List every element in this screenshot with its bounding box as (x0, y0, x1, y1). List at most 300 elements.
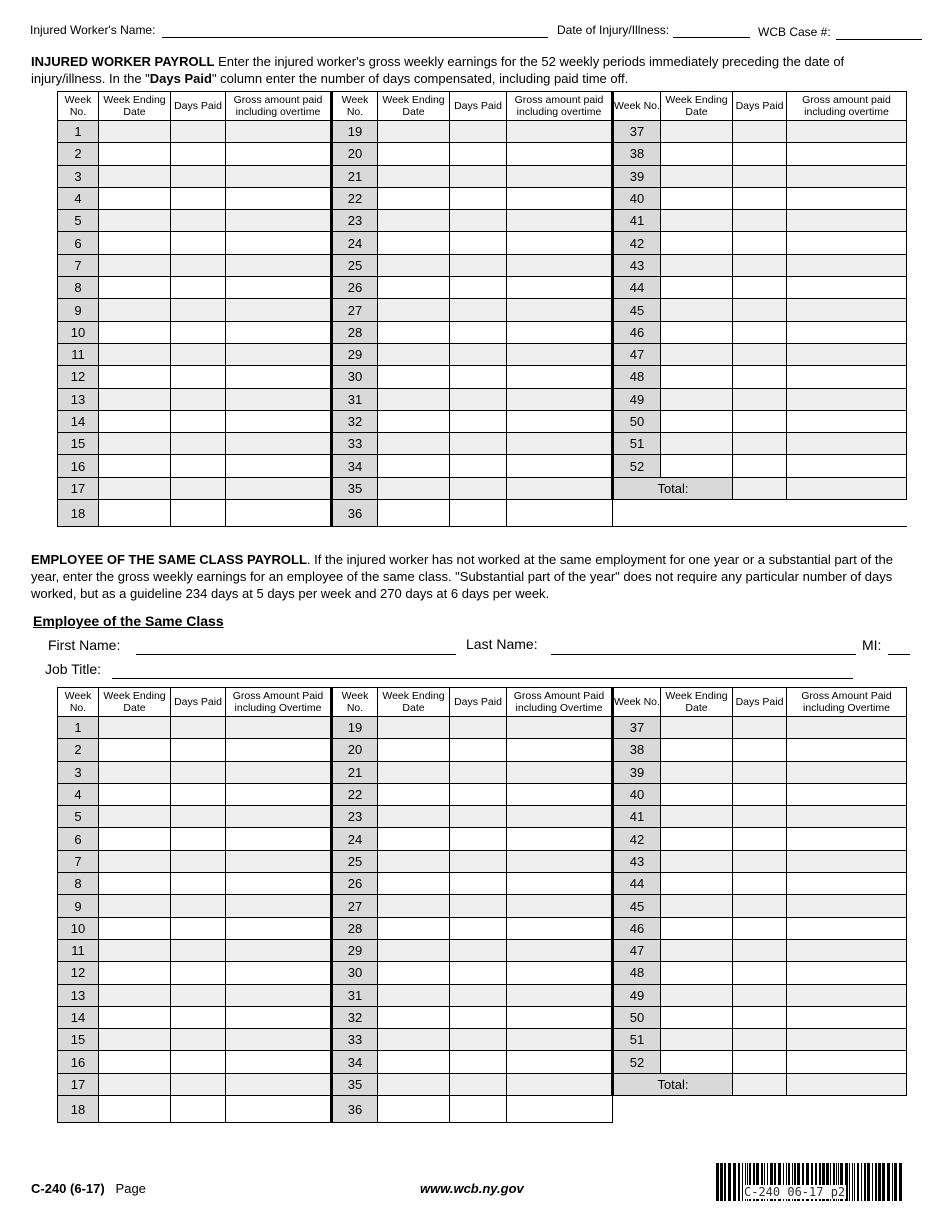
s1-gross-amount-cell[interactable] (507, 232, 613, 254)
s1-days-paid-cell[interactable] (733, 366, 787, 388)
s1-week-ending-date-cell[interactable] (661, 388, 733, 410)
s2-week-ending-date-cell[interactable] (661, 1006, 733, 1028)
s2-gross-amount-cell[interactable] (507, 828, 613, 850)
s1-week-ending-date-cell[interactable] (99, 210, 171, 232)
s1-week-ending-date-cell[interactable] (378, 277, 450, 299)
s2-week-ending-date-cell[interactable] (378, 806, 450, 828)
s1-days-paid-cell[interactable] (450, 366, 507, 388)
s2-week-ending-date-cell[interactable] (378, 1051, 450, 1073)
s1-days-paid-cell[interactable] (733, 343, 787, 365)
s2-gross-amount-cell[interactable] (507, 717, 613, 739)
s1-gross-amount-cell[interactable] (787, 254, 907, 276)
s1-gross-amount-cell[interactable] (787, 433, 907, 455)
s1-week-ending-date-cell[interactable] (99, 477, 171, 499)
s2-days-paid-cell[interactable] (733, 895, 787, 917)
s1-week-ending-date-cell[interactable] (99, 121, 171, 143)
s2-week-ending-date-cell[interactable] (99, 761, 171, 783)
s2-days-paid-cell[interactable] (171, 761, 226, 783)
s1-gross-amount-cell[interactable] (226, 500, 332, 527)
s1-week-ending-date-cell[interactable] (378, 500, 450, 527)
s1-gross-amount-cell[interactable] (507, 388, 613, 410)
s1-week-ending-date-cell[interactable] (378, 343, 450, 365)
s2-days-paid-cell[interactable] (450, 761, 507, 783)
s2-total-cell[interactable] (787, 1073, 907, 1095)
s2-week-ending-date-cell[interactable] (99, 739, 171, 761)
s2-gross-amount-cell[interactable] (507, 761, 613, 783)
s2-days-paid-cell[interactable] (450, 895, 507, 917)
s2-gross-amount-cell[interactable] (787, 917, 907, 939)
s2-days-paid-cell[interactable] (450, 1051, 507, 1073)
s1-days-paid-cell[interactable] (733, 433, 787, 455)
s2-gross-amount-cell[interactable] (226, 939, 332, 961)
s2-week-ending-date-cell[interactable] (661, 1029, 733, 1051)
s2-total-cell[interactable] (733, 1073, 787, 1095)
s1-gross-amount-cell[interactable] (787, 366, 907, 388)
s2-week-ending-date-cell[interactable] (378, 850, 450, 872)
s1-week-ending-date-cell[interactable] (378, 477, 450, 499)
s2-gross-amount-cell[interactable] (507, 917, 613, 939)
s1-gross-amount-cell[interactable] (787, 165, 907, 187)
s1-days-paid-cell[interactable] (450, 455, 507, 477)
s1-days-paid-cell[interactable] (450, 254, 507, 276)
s1-gross-amount-cell[interactable] (787, 343, 907, 365)
s1-gross-amount-cell[interactable] (787, 143, 907, 165)
s1-days-paid-cell[interactable] (450, 343, 507, 365)
s1-days-paid-cell[interactable] (450, 433, 507, 455)
s1-days-paid-cell[interactable] (450, 299, 507, 321)
last-name-field[interactable] (551, 654, 856, 655)
s1-days-paid-cell[interactable] (450, 477, 507, 499)
s1-gross-amount-cell[interactable] (507, 477, 613, 499)
s1-days-paid-cell[interactable] (171, 388, 226, 410)
s2-week-ending-date-cell[interactable] (378, 717, 450, 739)
s1-gross-amount-cell[interactable] (226, 366, 332, 388)
s1-days-paid-cell[interactable] (733, 210, 787, 232)
s1-days-paid-cell[interactable] (733, 254, 787, 276)
s1-days-paid-cell[interactable] (171, 165, 226, 187)
s2-days-paid-cell[interactable] (171, 1029, 226, 1051)
s2-week-ending-date-cell[interactable] (378, 895, 450, 917)
s2-days-paid-cell[interactable] (171, 1073, 226, 1095)
s1-days-paid-cell[interactable] (450, 210, 507, 232)
s2-gross-amount-cell[interactable] (507, 939, 613, 961)
s1-days-paid-cell[interactable] (733, 121, 787, 143)
s1-week-ending-date-cell[interactable] (661, 165, 733, 187)
s1-days-paid-cell[interactable] (171, 254, 226, 276)
s1-gross-amount-cell[interactable] (507, 187, 613, 209)
s2-days-paid-cell[interactable] (171, 806, 226, 828)
s2-week-ending-date-cell[interactable] (378, 1096, 450, 1123)
s1-days-paid-cell[interactable] (733, 277, 787, 299)
s1-week-ending-date-cell[interactable] (378, 410, 450, 432)
s1-week-ending-date-cell[interactable] (378, 299, 450, 321)
s1-days-paid-cell[interactable] (733, 165, 787, 187)
s2-gross-amount-cell[interactable] (787, 895, 907, 917)
s2-days-paid-cell[interactable] (171, 828, 226, 850)
s2-week-ending-date-cell[interactable] (661, 806, 733, 828)
s2-gross-amount-cell[interactable] (787, 962, 907, 984)
s1-gross-amount-cell[interactable] (507, 143, 613, 165)
s2-week-ending-date-cell[interactable] (661, 1051, 733, 1073)
s2-gross-amount-cell[interactable] (507, 962, 613, 984)
s2-gross-amount-cell[interactable] (507, 806, 613, 828)
s1-week-ending-date-cell[interactable] (661, 299, 733, 321)
s2-week-ending-date-cell[interactable] (378, 873, 450, 895)
s1-week-ending-date-cell[interactable] (661, 254, 733, 276)
s2-days-paid-cell[interactable] (450, 1096, 507, 1123)
s1-days-paid-cell[interactable] (450, 388, 507, 410)
s1-days-paid-cell[interactable] (171, 500, 226, 527)
s1-week-ending-date-cell[interactable] (378, 455, 450, 477)
s2-gross-amount-cell[interactable] (507, 1029, 613, 1051)
s1-gross-amount-cell[interactable] (226, 165, 332, 187)
s1-days-paid-cell[interactable] (733, 187, 787, 209)
s1-days-paid-cell[interactable] (450, 410, 507, 432)
s1-week-ending-date-cell[interactable] (99, 366, 171, 388)
s2-gross-amount-cell[interactable] (226, 873, 332, 895)
s2-week-ending-date-cell[interactable] (99, 1006, 171, 1028)
s2-days-paid-cell[interactable] (171, 984, 226, 1006)
s1-week-ending-date-cell[interactable] (661, 210, 733, 232)
s1-gross-amount-cell[interactable] (507, 321, 613, 343)
s2-week-ending-date-cell[interactable] (378, 1073, 450, 1095)
s2-gross-amount-cell[interactable] (226, 850, 332, 872)
s2-days-paid-cell[interactable] (450, 783, 507, 805)
s2-week-ending-date-cell[interactable] (661, 939, 733, 961)
s2-gross-amount-cell[interactable] (226, 984, 332, 1006)
s1-days-paid-cell[interactable] (733, 388, 787, 410)
s2-gross-amount-cell[interactable] (507, 895, 613, 917)
s1-days-paid-cell[interactable] (171, 232, 226, 254)
s2-week-ending-date-cell[interactable] (99, 783, 171, 805)
s1-gross-amount-cell[interactable] (226, 143, 332, 165)
s2-week-ending-date-cell[interactable] (378, 917, 450, 939)
s1-days-paid-cell[interactable] (171, 455, 226, 477)
s1-gross-amount-cell[interactable] (787, 321, 907, 343)
s2-gross-amount-cell[interactable] (226, 761, 332, 783)
s2-days-paid-cell[interactable] (733, 739, 787, 761)
s1-gross-amount-cell[interactable] (787, 210, 907, 232)
s1-gross-amount-cell[interactable] (787, 455, 907, 477)
s1-gross-amount-cell[interactable] (507, 455, 613, 477)
s1-days-paid-cell[interactable] (450, 165, 507, 187)
s1-week-ending-date-cell[interactable] (661, 343, 733, 365)
s2-days-paid-cell[interactable] (733, 783, 787, 805)
s2-week-ending-date-cell[interactable] (378, 1029, 450, 1051)
date-of-injury-field[interactable] (673, 37, 750, 38)
s1-days-paid-cell[interactable] (733, 143, 787, 165)
s1-days-paid-cell[interactable] (733, 299, 787, 321)
s2-days-paid-cell[interactable] (733, 1029, 787, 1051)
s1-week-ending-date-cell[interactable] (661, 433, 733, 455)
s2-gross-amount-cell[interactable] (226, 1051, 332, 1073)
s2-days-paid-cell[interactable] (171, 917, 226, 939)
s1-gross-amount-cell[interactable] (226, 232, 332, 254)
s2-week-ending-date-cell[interactable] (99, 1096, 171, 1123)
s2-week-ending-date-cell[interactable] (99, 1029, 171, 1051)
s1-days-paid-cell[interactable] (171, 321, 226, 343)
s2-days-paid-cell[interactable] (450, 1006, 507, 1028)
s2-gross-amount-cell[interactable] (787, 717, 907, 739)
s1-days-paid-cell[interactable] (171, 343, 226, 365)
job-title-field[interactable] (112, 678, 853, 679)
s2-days-paid-cell[interactable] (171, 717, 226, 739)
s2-gross-amount-cell[interactable] (787, 828, 907, 850)
s2-week-ending-date-cell[interactable] (378, 783, 450, 805)
s1-days-paid-cell[interactable] (450, 277, 507, 299)
s1-gross-amount-cell[interactable] (507, 410, 613, 432)
s2-days-paid-cell[interactable] (171, 783, 226, 805)
s2-week-ending-date-cell[interactable] (378, 939, 450, 961)
s2-days-paid-cell[interactable] (733, 828, 787, 850)
s1-week-ending-date-cell[interactable] (99, 165, 171, 187)
s2-week-ending-date-cell[interactable] (99, 895, 171, 917)
s1-week-ending-date-cell[interactable] (378, 210, 450, 232)
s2-week-ending-date-cell[interactable] (661, 984, 733, 1006)
s1-gross-amount-cell[interactable] (226, 210, 332, 232)
s2-week-ending-date-cell[interactable] (99, 962, 171, 984)
s2-week-ending-date-cell[interactable] (661, 761, 733, 783)
s1-gross-amount-cell[interactable] (507, 254, 613, 276)
s2-days-paid-cell[interactable] (450, 917, 507, 939)
s2-days-paid-cell[interactable] (450, 939, 507, 961)
s2-week-ending-date-cell[interactable] (99, 806, 171, 828)
s2-days-paid-cell[interactable] (733, 806, 787, 828)
s1-gross-amount-cell[interactable] (226, 321, 332, 343)
s2-days-paid-cell[interactable] (450, 962, 507, 984)
s1-gross-amount-cell[interactable] (226, 121, 332, 143)
s2-days-paid-cell[interactable] (171, 1006, 226, 1028)
s1-week-ending-date-cell[interactable] (661, 187, 733, 209)
s2-week-ending-date-cell[interactable] (99, 873, 171, 895)
s2-week-ending-date-cell[interactable] (99, 1051, 171, 1073)
s1-week-ending-date-cell[interactable] (378, 366, 450, 388)
s2-week-ending-date-cell[interactable] (99, 828, 171, 850)
s1-total-cell[interactable] (787, 477, 907, 499)
s2-gross-amount-cell[interactable] (787, 1051, 907, 1073)
s2-days-paid-cell[interactable] (450, 806, 507, 828)
s2-days-paid-cell[interactable] (450, 873, 507, 895)
s1-gross-amount-cell[interactable] (787, 299, 907, 321)
s1-week-ending-date-cell[interactable] (99, 321, 171, 343)
s2-week-ending-date-cell[interactable] (661, 962, 733, 984)
s2-days-paid-cell[interactable] (733, 761, 787, 783)
s2-gross-amount-cell[interactable] (787, 939, 907, 961)
first-name-field[interactable] (136, 654, 456, 655)
s2-days-paid-cell[interactable] (733, 962, 787, 984)
s1-days-paid-cell[interactable] (171, 187, 226, 209)
s2-days-paid-cell[interactable] (171, 895, 226, 917)
s1-week-ending-date-cell[interactable] (661, 410, 733, 432)
s1-gross-amount-cell[interactable] (226, 187, 332, 209)
s1-week-ending-date-cell[interactable] (378, 165, 450, 187)
s1-week-ending-date-cell[interactable] (99, 299, 171, 321)
s1-week-ending-date-cell[interactable] (99, 500, 171, 527)
s1-gross-amount-cell[interactable] (787, 277, 907, 299)
s1-gross-amount-cell[interactable] (507, 366, 613, 388)
s2-week-ending-date-cell[interactable] (99, 939, 171, 961)
s2-days-paid-cell[interactable] (733, 917, 787, 939)
s1-week-ending-date-cell[interactable] (99, 277, 171, 299)
s1-week-ending-date-cell[interactable] (99, 433, 171, 455)
s2-week-ending-date-cell[interactable] (378, 984, 450, 1006)
s2-gross-amount-cell[interactable] (787, 783, 907, 805)
s2-days-paid-cell[interactable] (733, 850, 787, 872)
s2-week-ending-date-cell[interactable] (661, 917, 733, 939)
s1-gross-amount-cell[interactable] (507, 121, 613, 143)
s1-days-paid-cell[interactable] (171, 410, 226, 432)
s1-days-paid-cell[interactable] (171, 143, 226, 165)
s1-days-paid-cell[interactable] (450, 187, 507, 209)
s2-gross-amount-cell[interactable] (226, 962, 332, 984)
s1-week-ending-date-cell[interactable] (661, 232, 733, 254)
s2-gross-amount-cell[interactable] (507, 984, 613, 1006)
s1-week-ending-date-cell[interactable] (99, 343, 171, 365)
s1-days-paid-cell[interactable] (171, 121, 226, 143)
s2-week-ending-date-cell[interactable] (661, 873, 733, 895)
s1-week-ending-date-cell[interactable] (661, 455, 733, 477)
s2-gross-amount-cell[interactable] (226, 717, 332, 739)
s2-gross-amount-cell[interactable] (787, 806, 907, 828)
s1-gross-amount-cell[interactable] (226, 343, 332, 365)
s2-gross-amount-cell[interactable] (226, 917, 332, 939)
s2-gross-amount-cell[interactable] (507, 783, 613, 805)
s1-gross-amount-cell[interactable] (507, 277, 613, 299)
s1-days-paid-cell[interactable] (171, 433, 226, 455)
s2-week-ending-date-cell[interactable] (99, 717, 171, 739)
s1-gross-amount-cell[interactable] (787, 232, 907, 254)
s1-gross-amount-cell[interactable] (507, 343, 613, 365)
s1-week-ending-date-cell[interactable] (378, 433, 450, 455)
s2-days-paid-cell[interactable] (171, 962, 226, 984)
s1-gross-amount-cell[interactable] (226, 299, 332, 321)
s2-week-ending-date-cell[interactable] (661, 783, 733, 805)
s1-gross-amount-cell[interactable] (226, 477, 332, 499)
s1-gross-amount-cell[interactable] (507, 500, 613, 527)
s1-week-ending-date-cell[interactable] (99, 455, 171, 477)
wcb-case-field[interactable] (836, 39, 922, 40)
s1-week-ending-date-cell[interactable] (99, 187, 171, 209)
s1-week-ending-date-cell[interactable] (661, 143, 733, 165)
s2-days-paid-cell[interactable] (171, 939, 226, 961)
s2-gross-amount-cell[interactable] (226, 806, 332, 828)
s2-gross-amount-cell[interactable] (507, 873, 613, 895)
mi-field[interactable] (888, 654, 910, 655)
s1-days-paid-cell[interactable] (171, 477, 226, 499)
s2-week-ending-date-cell[interactable] (661, 895, 733, 917)
s2-days-paid-cell[interactable] (733, 1051, 787, 1073)
s1-days-paid-cell[interactable] (450, 500, 507, 527)
s2-days-paid-cell[interactable] (450, 1073, 507, 1095)
s2-days-paid-cell[interactable] (450, 739, 507, 761)
s1-days-paid-cell[interactable] (171, 210, 226, 232)
s1-gross-amount-cell[interactable] (226, 410, 332, 432)
s2-days-paid-cell[interactable] (450, 717, 507, 739)
s1-week-ending-date-cell[interactable] (99, 388, 171, 410)
s1-gross-amount-cell[interactable] (787, 410, 907, 432)
s2-week-ending-date-cell[interactable] (378, 1006, 450, 1028)
s2-gross-amount-cell[interactable] (226, 1073, 332, 1095)
s2-gross-amount-cell[interactable] (507, 1073, 613, 1095)
s1-week-ending-date-cell[interactable] (378, 254, 450, 276)
s2-gross-amount-cell[interactable] (507, 1006, 613, 1028)
s2-days-paid-cell[interactable] (171, 850, 226, 872)
s1-days-paid-cell[interactable] (450, 143, 507, 165)
s1-week-ending-date-cell[interactable] (661, 277, 733, 299)
s2-days-paid-cell[interactable] (171, 739, 226, 761)
s2-gross-amount-cell[interactable] (787, 1006, 907, 1028)
s2-days-paid-cell[interactable] (171, 1051, 226, 1073)
s1-gross-amount-cell[interactable] (226, 254, 332, 276)
s1-days-paid-cell[interactable] (171, 277, 226, 299)
s1-week-ending-date-cell[interactable] (661, 121, 733, 143)
s1-week-ending-date-cell[interactable] (661, 321, 733, 343)
s1-gross-amount-cell[interactable] (787, 121, 907, 143)
s2-days-paid-cell[interactable] (733, 939, 787, 961)
s2-week-ending-date-cell[interactable] (661, 850, 733, 872)
s2-gross-amount-cell[interactable] (226, 1096, 332, 1123)
s2-week-ending-date-cell[interactable] (99, 850, 171, 872)
s1-week-ending-date-cell[interactable] (378, 232, 450, 254)
s2-gross-amount-cell[interactable] (787, 850, 907, 872)
s2-week-ending-date-cell[interactable] (661, 739, 733, 761)
s2-week-ending-date-cell[interactable] (99, 984, 171, 1006)
s1-week-ending-date-cell[interactable] (378, 143, 450, 165)
s1-week-ending-date-cell[interactable] (378, 187, 450, 209)
s1-days-paid-cell[interactable] (733, 410, 787, 432)
s1-week-ending-date-cell[interactable] (99, 410, 171, 432)
s2-gross-amount-cell[interactable] (787, 1029, 907, 1051)
s2-week-ending-date-cell[interactable] (99, 1073, 171, 1095)
s2-gross-amount-cell[interactable] (787, 873, 907, 895)
s1-days-paid-cell[interactable] (171, 299, 226, 321)
s1-gross-amount-cell[interactable] (507, 210, 613, 232)
s2-week-ending-date-cell[interactable] (378, 828, 450, 850)
s1-gross-amount-cell[interactable] (226, 277, 332, 299)
s2-week-ending-date-cell[interactable] (378, 739, 450, 761)
s2-days-paid-cell[interactable] (171, 873, 226, 895)
s2-gross-amount-cell[interactable] (226, 783, 332, 805)
s1-gross-amount-cell[interactable] (507, 433, 613, 455)
s2-days-paid-cell[interactable] (450, 1029, 507, 1051)
s1-week-ending-date-cell[interactable] (99, 254, 171, 276)
s2-gross-amount-cell[interactable] (507, 1051, 613, 1073)
s1-total-cell[interactable] (733, 477, 787, 499)
s1-gross-amount-cell[interactable] (226, 455, 332, 477)
s2-week-ending-date-cell[interactable] (661, 717, 733, 739)
s1-gross-amount-cell[interactable] (226, 388, 332, 410)
s1-week-ending-date-cell[interactable] (378, 388, 450, 410)
s2-gross-amount-cell[interactable] (507, 739, 613, 761)
s1-gross-amount-cell[interactable] (787, 187, 907, 209)
s1-gross-amount-cell[interactable] (787, 388, 907, 410)
s2-gross-amount-cell[interactable] (226, 739, 332, 761)
s2-gross-amount-cell[interactable] (507, 1096, 613, 1123)
s1-days-paid-cell[interactable] (171, 366, 226, 388)
s1-days-paid-cell[interactable] (450, 121, 507, 143)
s1-gross-amount-cell[interactable] (507, 165, 613, 187)
s1-days-paid-cell[interactable] (450, 321, 507, 343)
website-link[interactable]: www.wcb.ny.gov (420, 1181, 524, 1196)
s2-gross-amount-cell[interactable] (226, 828, 332, 850)
s2-week-ending-date-cell[interactable] (99, 917, 171, 939)
s2-days-paid-cell[interactable] (733, 717, 787, 739)
s1-week-ending-date-cell[interactable] (661, 366, 733, 388)
s2-days-paid-cell[interactable] (171, 1096, 226, 1123)
s2-gross-amount-cell[interactable] (787, 984, 907, 1006)
s2-week-ending-date-cell[interactable] (378, 761, 450, 783)
s1-gross-amount-cell[interactable] (507, 299, 613, 321)
